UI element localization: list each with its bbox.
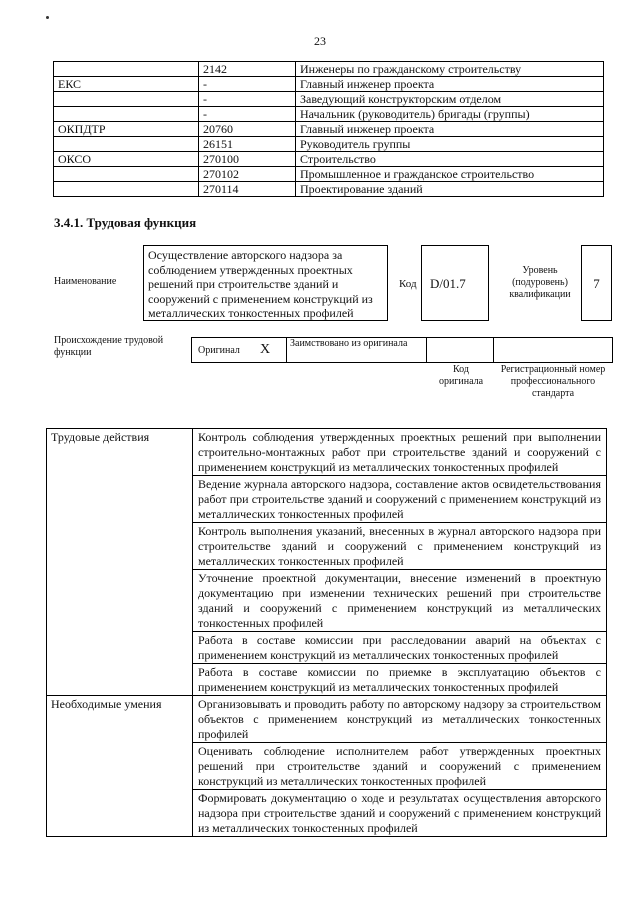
required-skill: Формировать документацию о ходе и результатах осуществления авторского надзора при строительстве зданий и сооружений с применением конструкций из металлических тонкостенных профилей <box>193 790 607 837</box>
borrowed-label: Заимствовано из оригинала <box>290 338 408 349</box>
codes-row <box>54 92 604 107</box>
codes-row <box>54 62 604 77</box>
origin-row <box>191 337 613 363</box>
function-name-box <box>143 245 388 321</box>
divider <box>426 337 427 363</box>
code-original-label: Код оригинала <box>438 364 484 387</box>
required-skill: Оценивать соблюдение исполнителем работ утвержденных проектных решений при строительстве зданий и сооружений с применением конструкций из металлических тонкостенных профилей <box>193 743 607 790</box>
codes-cell: ОКПДТР <box>54 122 199 137</box>
codes-cell: Строительство <box>296 152 604 167</box>
codes-cell: 270100 <box>199 152 296 167</box>
required-skill-row <box>47 696 607 743</box>
required-skill: Организовывать и проводить работу по авторскому надзору за строительством объектов с применением конструкций из металлических тонкостенных профилей <box>193 696 607 743</box>
codes-cell: Заведующий конструкторским отделом <box>296 92 604 107</box>
codes-cell <box>54 182 199 197</box>
code-label: Код <box>399 278 417 290</box>
codes-row <box>54 77 604 92</box>
divider <box>493 337 494 363</box>
level-value: 7 <box>593 276 600 291</box>
labor-action: Контроль соблюдения утвержденных проектных решений при выполнении строительно-монтажных работ при строительстве зданий и сооружений с применением конструкций из металлических тонкостенных профилей <box>193 429 607 476</box>
required-skill-category: Необходимые умения <box>47 696 193 837</box>
codes-cell: Начальник (руководитель) бригады (группы) <box>296 107 604 122</box>
codes-cell: Главный инженер проекта <box>296 122 604 137</box>
codes-row <box>54 182 604 197</box>
codes-cell: 20760 <box>199 122 296 137</box>
codes-cell <box>54 137 199 152</box>
codes-cell: 26151 <box>199 137 296 152</box>
codes-cell: ОКСО <box>54 152 199 167</box>
page-number: 23 <box>314 34 326 48</box>
section-heading: 3.4.1. Трудовая функция <box>54 215 197 230</box>
codes-cell: Главный инженер проекта <box>296 77 604 92</box>
codes-row <box>54 122 604 137</box>
codes-row <box>54 167 604 182</box>
labor-action-category: Трудовые действия <box>47 429 193 696</box>
codes-row <box>54 137 604 152</box>
codes-cell <box>54 167 199 182</box>
level-box <box>581 245 612 321</box>
codes-cell: Проектирование зданий <box>296 182 604 197</box>
function-name: Осуществление авторского надзора за соблюдением утвержденных проектных решений при строительстве зданий и сооружений с применением конструкций из металлических тонкостенных профилей <box>148 248 373 321</box>
code-value: D/01.7 <box>430 276 466 291</box>
scan-mark <box>46 16 49 19</box>
codes-cell: - <box>199 77 296 92</box>
origin-label: Происхождение трудовой функции <box>54 335 164 358</box>
original-mark: X <box>260 342 271 357</box>
labor-action-row <box>47 429 607 476</box>
original-label: Оригинал <box>198 345 240 356</box>
labor-action: Контроль выполнения указаний, внесенных в журнал авторского надзора при строительстве зданий и сооружений с применением конструкций из металлических тонкостенных профилей <box>193 523 607 570</box>
codes-cell <box>54 92 199 107</box>
name-label: Наименование <box>54 276 117 287</box>
labor-action: Работа в составе комиссии при расследовании аварий на объектах с применением конструкций из металлических тонкостенных профилей <box>193 632 607 664</box>
codes-table <box>53 61 604 197</box>
codes-cell: Руководитель группы <box>296 137 604 152</box>
divider <box>286 337 287 363</box>
function-details-table <box>46 428 607 837</box>
codes-cell <box>54 107 199 122</box>
level-label: Уровень (подуровень) квалификации <box>509 265 571 300</box>
codes-cell: - <box>199 107 296 122</box>
codes-cell: 270114 <box>199 182 296 197</box>
codes-cell: - <box>199 92 296 107</box>
labor-action: Работа в составе комиссии по приемке в эксплуатацию объектов с применением конструкций из металлических тонкостенных профилей <box>193 664 607 696</box>
codes-cell: ЕКС <box>54 77 199 92</box>
labor-action: Ведение журнала авторского надзора, составление актов освидетельствования работ при строительстве зданий и сооружений с применением конструкций из металлических тонкостенных профилей <box>193 476 607 523</box>
codes-cell: 270102 <box>199 167 296 182</box>
codes-row <box>54 152 604 167</box>
codes-cell: 2142 <box>199 62 296 77</box>
code-box <box>421 245 489 321</box>
codes-cell: Промышленное и гражданское строительство <box>296 167 604 182</box>
labor-action: Уточнение проектной документации, внесение изменений в проектную документацию при изменении технических решений при строительстве зданий и сооружений с применением конструкций из металлических тонкостенных профилей <box>193 570 607 632</box>
codes-row <box>54 107 604 122</box>
codes-cell: Инженеры по гражданскому строительству <box>296 62 604 77</box>
codes-cell <box>54 62 199 77</box>
reg-number-label: Регистрационный номер профессионального стандарта <box>500 364 606 399</box>
